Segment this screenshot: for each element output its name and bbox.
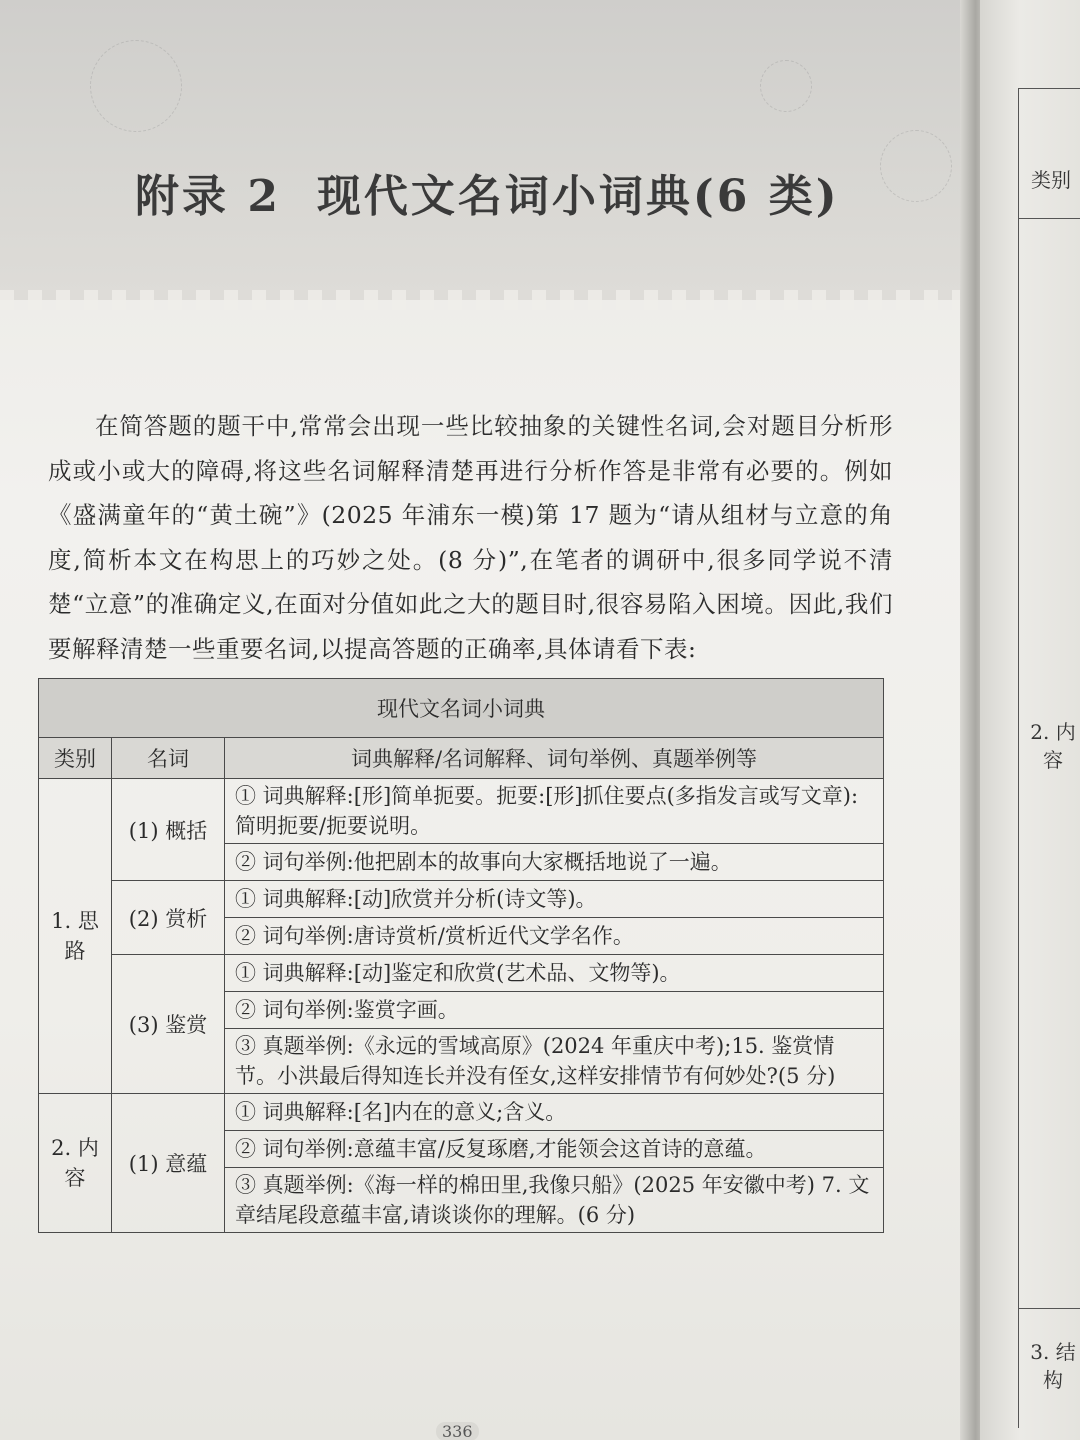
table-caption: 现代文名词小词典 — [39, 679, 884, 738]
table-rule — [1019, 88, 1080, 89]
table-rule — [1019, 1308, 1080, 1309]
category-cell: 2. 内容 — [39, 1094, 112, 1233]
right-category-structure: 3. 结构 — [1030, 1340, 1076, 1392]
page-number: 336 — [436, 1422, 479, 1440]
right-header-category: 类别 — [1031, 168, 1071, 192]
chapter-heading: 现代文名词小词典(6 类) — [316, 171, 840, 222]
term-cell: (1) 概括 — [112, 779, 225, 881]
column-header-explanation: 词典解释/名词解释、词句举例、真题举例等 — [225, 738, 884, 779]
table-row — [39, 881, 884, 918]
right-category-content: 2. 内容 — [1030, 720, 1076, 772]
dandelion-decoration — [760, 60, 812, 112]
table-row — [39, 779, 884, 844]
entry-cell: ① 词典解释:[形]简单扼要。扼要:[形]抓住要点(多指发言或写文章):简明扼要/扼要说明。 — [225, 779, 884, 844]
entry-cell: ① 词典解释:[动]鉴定和欣赏(艺术品、文物等)。 — [225, 955, 884, 992]
dictionary-table — [38, 678, 884, 1233]
entry-cell: ③ 真题举例:《永远的雪域高原》(2024 年重庆中考);15. 鉴赏情节。小洪最后得知连长并没有侄女,这样安排情节有何妙处?(5 分) — [225, 1029, 884, 1094]
entry-cell: ② 词句举例:意蕴丰富/反复琢磨,才能领会这首诗的意蕴。 — [225, 1131, 884, 1168]
term-cell: (1) 意蕴 — [112, 1094, 225, 1233]
entry-cell: ② 词句举例:鉴赏字画。 — [225, 992, 884, 1029]
table-row — [39, 1094, 884, 1131]
entry-cell: ② 词句举例:他把剧本的故事向大家概括地说了一遍。 — [225, 844, 884, 881]
dandelion-decoration — [90, 40, 182, 132]
term-cell: (3) 鉴赏 — [112, 955, 225, 1094]
entry-cell: ① 词典解释:[动]欣赏并分析(诗文等)。 — [225, 881, 884, 918]
intro-paragraph — [48, 404, 893, 671]
column-header-term: 名词 — [112, 738, 225, 779]
intro-text: 在简答题的题干中,常常会出现一些比较抽象的关键性名词,会对题目分析形成或小或大的障碍,将这些名词解释清楚再进行分析作答是非常有必要的。例如《盛满童年的“黄土碗”》(2025 年浦东一模)第 17 题为“请从组材与立意的角度,简析本文在构思上的巧妙之处。(8 分)”,在笔者的调研中,很多同学说不清楚“立意”的准确定义,在面对分值如此之大的题目时,很容易陷入困境。因此,我们要解释清楚一些重要名词,以提高答题的正确率,具体请看下表: — [48, 412, 893, 663]
column-header-category: 类别 — [39, 738, 112, 779]
dandelion-decoration — [880, 130, 952, 202]
term-cell: (2) 赏析 — [112, 881, 225, 955]
right-page-table — [1018, 88, 1080, 1428]
chapter-label: 附录 2 — [135, 171, 281, 222]
entry-cell: ① 词典解释:[名]内在的意义;含义。 — [225, 1094, 884, 1131]
entry-cell: ② 词句举例:唐诗赏析/赏析近代文学名作。 — [225, 918, 884, 955]
category-cell: 1. 思路 — [39, 779, 112, 1094]
header-band — [0, 0, 975, 300]
chapter-title — [135, 160, 840, 224]
entry-cell: ③ 真题举例:《海一样的棉田里,我像只船》(2025 年安徽中考) 7. 文章结尾段意蕴丰富,请谈谈你的理解。(6 分) — [225, 1168, 884, 1233]
table-rule — [1019, 218, 1080, 219]
right-page — [980, 0, 1080, 1440]
table-row — [39, 955, 884, 992]
